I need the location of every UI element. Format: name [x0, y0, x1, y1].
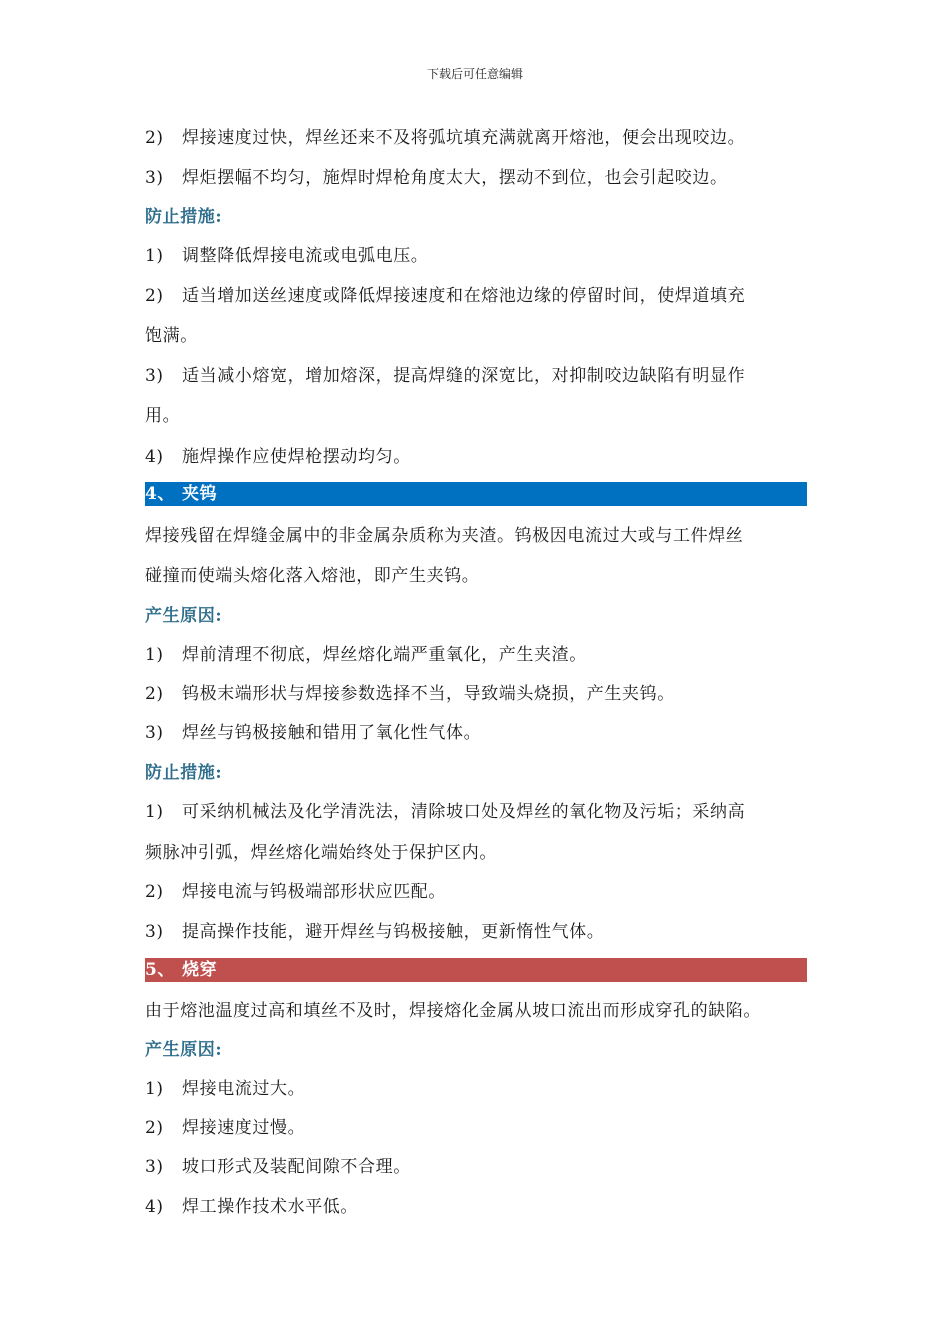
- list-text: 施焊操作应使焊枪摆动均匀。: [182, 447, 411, 467]
- list-item: [145, 881, 446, 903]
- list-text: 适当增加送丝速度或降低焊接速度和在熔池边缘的停留时间，使焊道填充: [182, 286, 746, 306]
- list-item: [145, 1156, 411, 1178]
- list-item: [145, 921, 604, 943]
- section-heading-bar: [145, 482, 807, 506]
- list-item-continuation: 饱满。: [145, 326, 198, 346]
- section-title: 夹钨: [182, 484, 218, 504]
- list-item: [145, 127, 745, 149]
- list-text: 坡口形式及装配间隙不合理。: [182, 1157, 411, 1177]
- list-item: [145, 1078, 305, 1100]
- list-text: 调整降低焊接电流或电弧电压。: [182, 246, 429, 266]
- section-subheading: 防止措施:: [145, 207, 223, 227]
- list-number: 2): [145, 286, 164, 306]
- list-text: 适当减小熔宽，增加熔深，提高焊缝的深宽比，对抑制咬边缺陷有明显作: [182, 366, 746, 386]
- list-number: 3): [145, 922, 164, 942]
- list-text: 焊接电流与钨极端部形状应匹配。: [182, 882, 446, 902]
- list-number: 1): [145, 1079, 164, 1099]
- section-number: 4、: [145, 484, 176, 504]
- page-header: 下载后可任意编辑: [426, 67, 523, 81]
- section-subheading: 产生原因:: [145, 1040, 223, 1060]
- list-number: 3): [145, 168, 164, 188]
- list-number: 3): [145, 723, 164, 743]
- section-subheading: 防止措施:: [145, 763, 223, 783]
- list-number: 1): [145, 645, 164, 665]
- list-text: 可采纳机械法及化学清洗法，清除坡口处及焊丝的氧化物及污垢；采纳高: [182, 802, 746, 822]
- list-text: 焊接速度过慢。: [182, 1118, 306, 1138]
- section-number: 5、: [145, 960, 176, 980]
- list-number: 1): [145, 802, 164, 822]
- paragraph-line: 焊接残留在焊缝金属中的非金属杂质称为夹渣。钨极因电流过大或与工件焊丝: [145, 526, 744, 546]
- paragraph-line: 碰撞而使端头熔化落入熔池，即产生夹钨。: [145, 566, 480, 586]
- list-text: 焊丝与钨极接触和错用了氧化性气体。: [182, 723, 482, 743]
- list-item: [145, 722, 481, 744]
- list-item: [145, 285, 745, 307]
- section-title: 烧穿: [182, 960, 218, 980]
- list-item: [145, 801, 745, 823]
- list-item: [145, 365, 745, 387]
- list-item: [145, 167, 728, 189]
- list-number: 4): [145, 447, 164, 467]
- list-item-continuation: 用。: [145, 406, 181, 426]
- list-item: [145, 683, 675, 705]
- list-number: 4): [145, 1197, 164, 1217]
- list-text: 焊前清理不彻底，焊丝熔化端严重氧化，产生夹渣。: [182, 645, 587, 665]
- section-subheading: 产生原因:: [145, 606, 223, 626]
- list-number: 2): [145, 128, 164, 148]
- list-number: 3): [145, 366, 164, 386]
- list-text: 焊接速度过快，焊丝还来不及将弧坑填充满就离开熔池，便会出现咬边。: [182, 128, 746, 148]
- list-number: 3): [145, 1157, 164, 1177]
- list-item: [145, 1117, 305, 1139]
- list-item-continuation: 频脉冲引弧，焊丝熔化端始终处于保护区内。: [145, 843, 497, 863]
- list-text: 焊炬摆幅不均匀，施焊时焊枪角度太大，摆动不到位，也会引起咬边。: [182, 168, 728, 188]
- list-text: 提高操作技能，避开焊丝与钨极接触，更新惰性气体。: [182, 922, 605, 942]
- section-heading-bar: [145, 958, 807, 982]
- list-number: 2): [145, 882, 164, 902]
- list-number: 2): [145, 684, 164, 704]
- list-item: [145, 1196, 358, 1218]
- list-number: 2): [145, 1118, 164, 1138]
- paragraph-line: 由于熔池温度过高和填丝不及时，焊接熔化金属从坡口流出而形成穿孔的缺陷。: [145, 1001, 761, 1021]
- list-text: 焊接电流过大。: [182, 1079, 306, 1099]
- list-number: 1): [145, 246, 164, 266]
- list-item: [145, 245, 428, 267]
- list-text: 钨极末端形状与焊接参数选择不当，导致端头烧损，产生夹钨。: [182, 684, 675, 704]
- list-item: [145, 644, 587, 666]
- list-item: [145, 446, 411, 468]
- list-text: 焊工操作技术水平低。: [182, 1197, 358, 1217]
